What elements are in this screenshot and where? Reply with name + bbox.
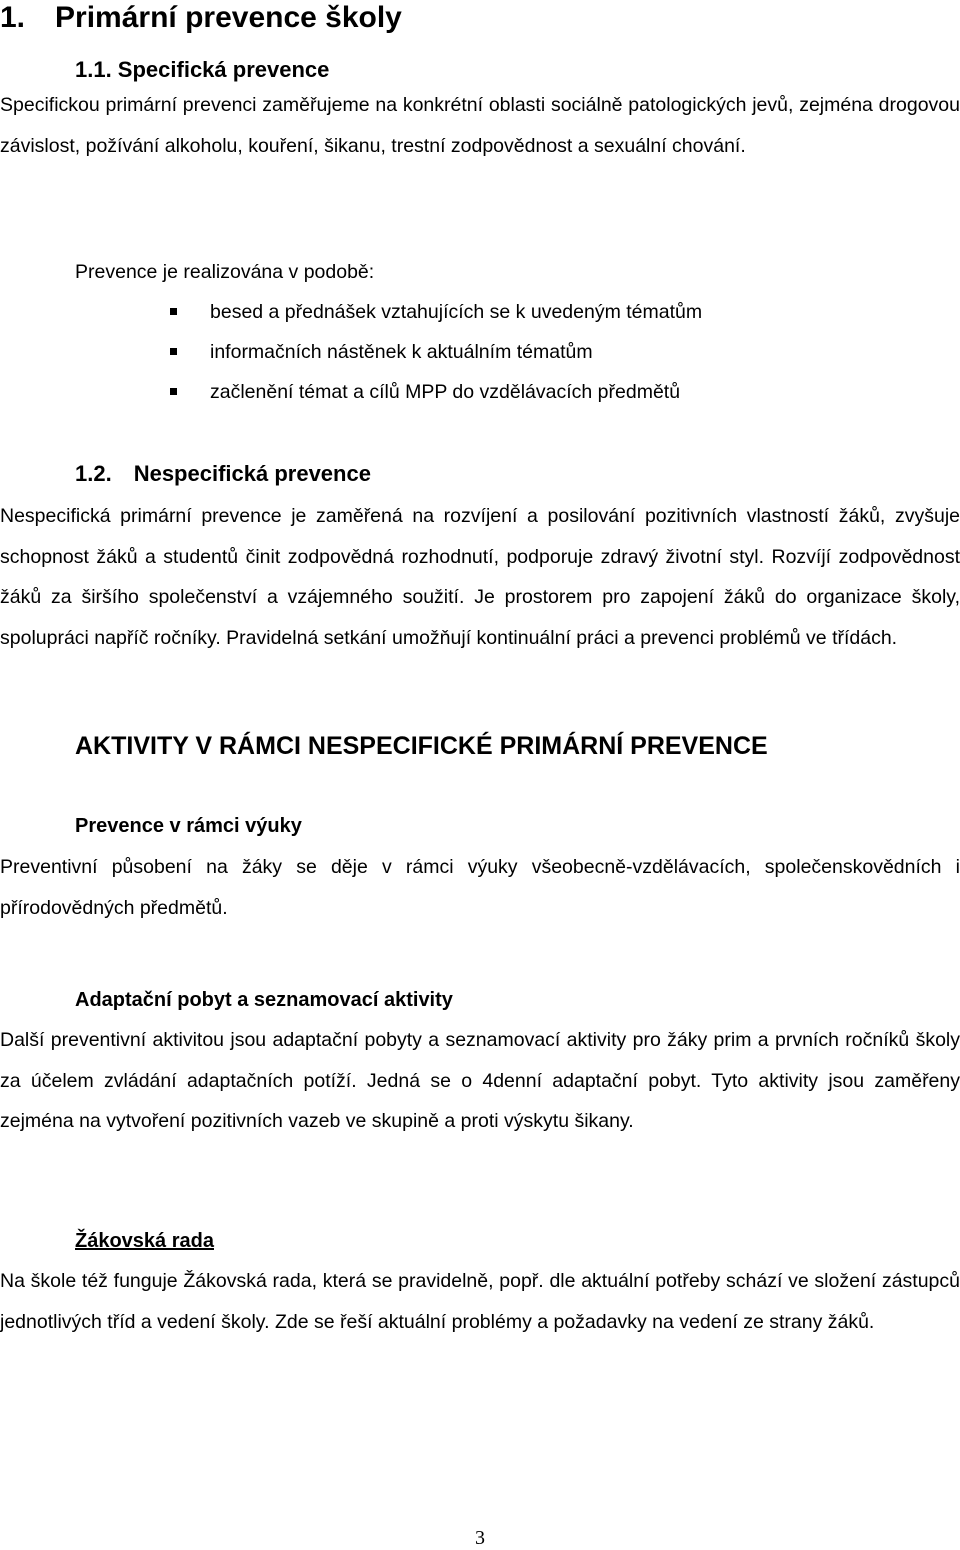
chapter-heading: 1. Primární prevence školy bbox=[0, 1, 402, 34]
section-heading-specific: 1.1. Specifická prevence bbox=[75, 57, 330, 82]
prevention-forms-list bbox=[0, 299, 702, 419]
paragraph-specific-prevention: Specifickou primární prevenci zaměřujeme na konkrétní oblasti sociálně patologických jevů, zejména drogovou závislost, požívání alkoholu, kouření, šikanu, trestní zodpovědnost a sexuální chování. bbox=[0, 94, 960, 157]
prevention-forms-intro: Prevence je realizována v podobě: bbox=[75, 261, 375, 283]
square-bullet-icon bbox=[170, 388, 177, 395]
activity-paragraph-teaching: Preventivní působení na žáky se děje v rámci výuky všeobecně-vzdělávacích, společenskovědních i přírodovědných předmětů. bbox=[0, 856, 960, 919]
activity-paragraph-student-council: Na škole též funguje Žákovská rada, která se pravidelně, popř. dle aktuální potřeby schází ve složení zástupců jednotlivých tříd a vedení školy. Zde se řeší aktuální problémy a požadavky na vedení ze strany žáků. bbox=[0, 1270, 960, 1333]
list-item bbox=[0, 299, 702, 339]
section-heading-nonspecific: 1.2. Nespecifická prevence bbox=[75, 461, 371, 486]
activities-heading: AKTIVITY V RÁMCI NESPECIFICKÉ PRIMÁRNÍ PREVENCE bbox=[75, 732, 768, 760]
page-number: 3 bbox=[475, 1527, 485, 1549]
list-item-text: besed a přednášek vztahujících se k uvedeným tématům bbox=[210, 301, 703, 323]
list-item bbox=[0, 339, 702, 379]
list-item bbox=[0, 379, 702, 419]
list-item-text: začlenění témat a cílů MPP do vzdělávacích předmětů bbox=[210, 381, 681, 403]
activity-heading-teaching: Prevence v rámci výuky bbox=[75, 815, 302, 837]
square-bullet-icon bbox=[170, 348, 177, 355]
paragraph-nonspecific-prevention: Nespecifická primární prevence je zaměřená na rozvíjení a posilování pozitivních vlastností žáků, zvyšuje schopnost žáků a studentů činit zodpovědná rozhodnutí, podporuje zdravý životní styl. Rozvíjí zodpovědnost žáků za širšího společenství a vzájemného soužití. Je prostorem pro zapojení žáků do organizace školy, spolupráci napříč ročníky. Pravidelná setkání umožňují kontinuální práci a prevenci problémů ve třídách. bbox=[0, 505, 960, 649]
activity-paragraph-adaptation: Další preventivní aktivitou jsou adaptační pobyty a seznamovací aktivity pro žáky prim a prvních ročníků školy za účelem zvládání adaptačních potíží. Jedná se o 4denní adaptační pobyt. Tyto aktivity jsou zaměřeny zejména na vytvoření pozitivních vazeb ve skupině a proti výskytu šikany. bbox=[0, 1029, 960, 1132]
activity-heading-student-council: Žákovská rada bbox=[75, 1230, 214, 1252]
activity-heading-adaptation: Adaptační pobyt a seznamovací aktivity bbox=[75, 989, 453, 1011]
square-bullet-icon bbox=[170, 308, 177, 315]
list-item-text: informačních nástěnek k aktuálním tématům bbox=[210, 341, 593, 363]
